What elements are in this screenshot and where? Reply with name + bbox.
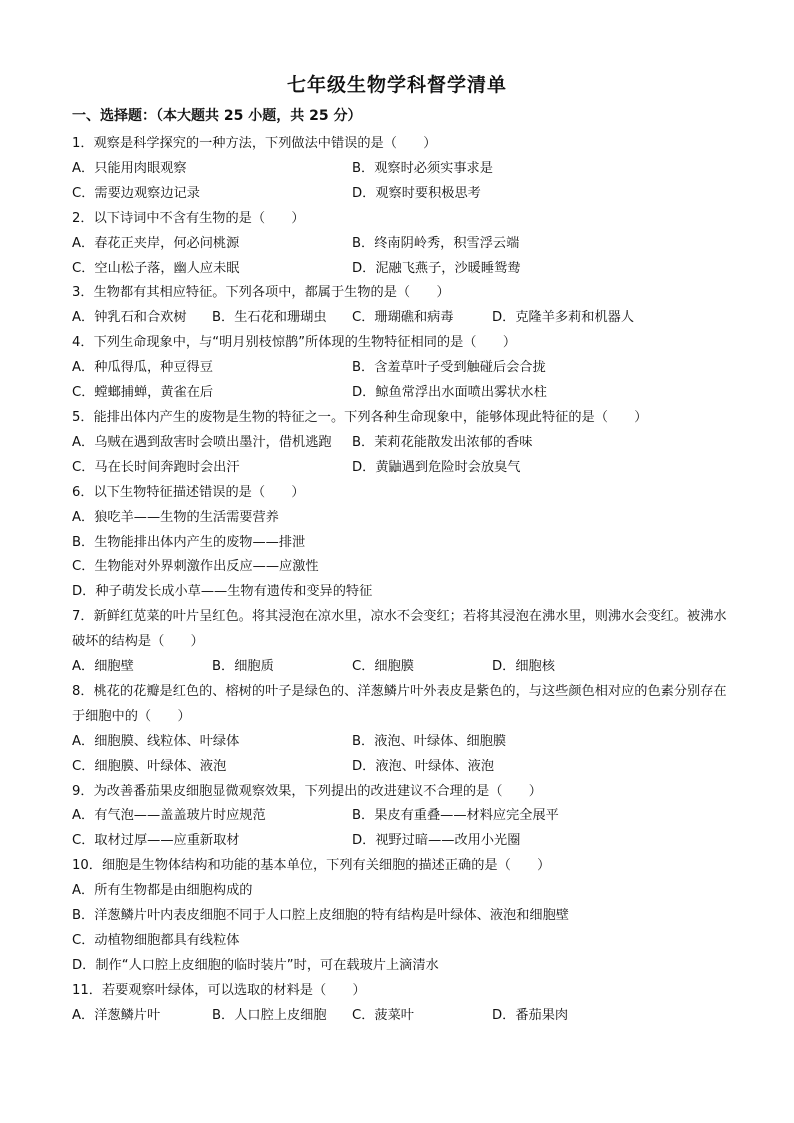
answer-option[interactable]: D．泥融飞燕子，沙暖睡鸳鸯 bbox=[352, 260, 521, 276]
answer-option[interactable]: A．乌贼在遇到敌害时会喷出墨汁，借机逃跑 bbox=[72, 434, 332, 450]
option-row bbox=[72, 730, 732, 755]
answer-option[interactable]: C．动植物细胞都具有线粒体 bbox=[72, 933, 240, 948]
answer-option[interactable]: B．生石花和珊瑚虫 bbox=[212, 310, 327, 326]
answer-option[interactable]: D．细胞核 bbox=[492, 659, 555, 675]
question-stem: 9．为改善番茄果皮细胞显微观察效果，下列提出的改进建议不合理的是（ ） bbox=[72, 783, 542, 799]
answer-option[interactable]: D．种子萌发长成小草——生物有遗传和变异的特征 bbox=[72, 584, 373, 600]
answer-option[interactable]: B．终南阴岭秀，积雪浮云端 bbox=[352, 235, 520, 251]
question-list bbox=[72, 132, 732, 1029]
option-row bbox=[72, 506, 732, 531]
answer-option[interactable]: D．鲸鱼常浮出水面喷出雾状水柱 bbox=[352, 385, 547, 401]
answer-option[interactable]: B．人口腔上皮细胞 bbox=[212, 1007, 327, 1023]
option-row bbox=[72, 829, 732, 854]
answer-option[interactable]: C．细胞膜、叶绿体、液泡 bbox=[72, 758, 227, 774]
answer-option[interactable]: A．细胞壁 bbox=[72, 659, 134, 675]
answer-option[interactable]: C．珊瑚礁和病毒 bbox=[352, 310, 454, 326]
question-stem: 11．若要观察叶绿体，可以选取的材料是（ ） bbox=[72, 982, 366, 998]
answer-option[interactable]: D．番茄果肉 bbox=[492, 1007, 569, 1023]
option-row bbox=[72, 580, 732, 605]
answer-option[interactable]: D．视野过暗——改用小光圈 bbox=[352, 833, 521, 849]
page-title: 七年级生物学科督学清单 bbox=[286, 74, 507, 96]
option-row bbox=[72, 157, 732, 182]
answer-option[interactable]: D．克隆羊多莉和机器人 bbox=[492, 310, 635, 326]
question-stem: 5．能排出体内产生的废物是生物的特征之一。下列各种生命现象中，能够体现此特征的是（ ） bbox=[72, 409, 648, 425]
option-row bbox=[72, 306, 732, 331]
answer-option[interactable]: C．需要边观察边记录 bbox=[72, 185, 200, 201]
answer-option[interactable]: A．狼吃羊——生物的生活需要营养 bbox=[72, 509, 279, 525]
question-stem: 6．以下生物特征描述错误的是（ ） bbox=[72, 484, 305, 500]
option-row bbox=[72, 804, 732, 829]
answer-option[interactable]: B．液泡、叶绿体、细胞膜 bbox=[352, 733, 507, 749]
question-stem: 4．下列生命现象中，与“明月别枝惊鹊”所体现的生物特征相同的是（ ） bbox=[72, 335, 517, 351]
answer-option[interactable]: C．细胞膜 bbox=[352, 659, 414, 675]
answer-option[interactable]: C．空山松子落，幽人应未眠 bbox=[72, 260, 240, 276]
answer-option[interactable]: B．观察时必须实事求是 bbox=[352, 160, 493, 176]
answer-option[interactable]: A．只能用肉眼观察 bbox=[72, 160, 187, 176]
option-row bbox=[72, 232, 732, 257]
option-row bbox=[72, 555, 732, 580]
answer-option[interactable]: D．制作“人口腔上皮细胞的临时装片”时，可在载玻片上滴清水 bbox=[72, 957, 439, 973]
question-stem: 1．观察是科学探究的一种方法，下列做法中错误的是（ ） bbox=[72, 136, 437, 151]
answer-option[interactable]: D．黄鼬遇到危险时会放臭气 bbox=[352, 459, 521, 475]
answer-option[interactable]: C．菠菜叶 bbox=[352, 1007, 414, 1023]
answer-option[interactable]: B．果皮有重叠——材料应完全展平 bbox=[352, 808, 559, 824]
question-stem: 8．桃花的花瓣是红色的、榕树的叶子是绿色的、洋葱鳞片叶外表皮是紫色的，与这些颜色相对应的色素分别存在于细胞中的（ ） bbox=[72, 683, 727, 724]
answer-option[interactable]: C．取材过厚——应重新取材 bbox=[72, 833, 240, 849]
option-row bbox=[72, 655, 732, 680]
answer-option[interactable]: A．春花正夹岸，何必问桃源 bbox=[72, 235, 240, 251]
answer-option[interactable]: B．生物能排出体内产生的废物——排泄 bbox=[72, 534, 306, 550]
answer-option[interactable]: D．液泡、叶绿体、液泡 bbox=[352, 758, 495, 774]
question-stem: 2．以下诗词中不含有生物的是（ ） bbox=[72, 210, 305, 226]
answer-option[interactable]: B．含羞草叶子受到触碰后会合拢 bbox=[352, 360, 546, 376]
answer-option[interactable]: A．钟乳石和合欢树 bbox=[72, 310, 187, 326]
question-stem: 10．细胞是生物体结构和功能的基本单位，下列有关细胞的描述正确的是（ ） bbox=[72, 858, 551, 874]
answer-option[interactable]: C．生物能对外界刺激作出反应——应激性 bbox=[72, 559, 319, 575]
answer-option[interactable]: B．细胞质 bbox=[212, 659, 274, 675]
section-heading: 一、选择题：（本大题共 25 小题，共 25 分） bbox=[72, 108, 362, 124]
answer-option[interactable]: B．洋葱鳞片叶内表皮细胞不同于人口腔上皮细胞的特有结构是叶绿体、液泡和细胞壁 bbox=[72, 908, 569, 924]
answer-option[interactable]: C．螳螂捕蝉，黄雀在后 bbox=[72, 385, 214, 401]
answer-option[interactable]: A．种瓜得瓜，种豆得豆 bbox=[72, 360, 213, 376]
option-row bbox=[72, 954, 732, 979]
answer-option[interactable]: B．茉莉花能散发出浓郁的香味 bbox=[352, 434, 533, 450]
option-row bbox=[72, 1004, 732, 1029]
option-row bbox=[72, 929, 732, 954]
option-row bbox=[72, 431, 732, 456]
option-row bbox=[72, 531, 732, 556]
answer-option[interactable]: A．细胞膜、线粒体、叶绿体 bbox=[72, 733, 240, 749]
option-row bbox=[72, 257, 732, 282]
question-stem: 7．新鲜红苋菜的叶片呈红色。将其浸泡在凉水里，凉水不会变红；若将其浸泡在沸水里，则沸水会变红。被沸水破坏的结构是（ ） bbox=[72, 609, 727, 650]
answer-option[interactable]: C．马在长时间奔跑时会出汗 bbox=[72, 459, 240, 475]
answer-option[interactable]: A．洋葱鳞片叶 bbox=[72, 1007, 161, 1023]
option-row bbox=[72, 755, 732, 780]
answer-option[interactable]: A．所有生物都是由细胞构成的 bbox=[72, 883, 253, 899]
option-row bbox=[72, 381, 732, 406]
answer-option[interactable]: A．有气泡——盖盖玻片时应规范 bbox=[72, 808, 266, 824]
option-row bbox=[72, 904, 732, 929]
option-row bbox=[72, 182, 732, 207]
option-row bbox=[72, 456, 732, 481]
answer-option[interactable]: D．观察时要积极思考 bbox=[352, 185, 481, 201]
question-stem: 3．生物都有其相应特征。下列各项中，都属于生物的是（ ） bbox=[72, 285, 450, 301]
option-row bbox=[72, 356, 732, 381]
option-row bbox=[72, 879, 732, 904]
